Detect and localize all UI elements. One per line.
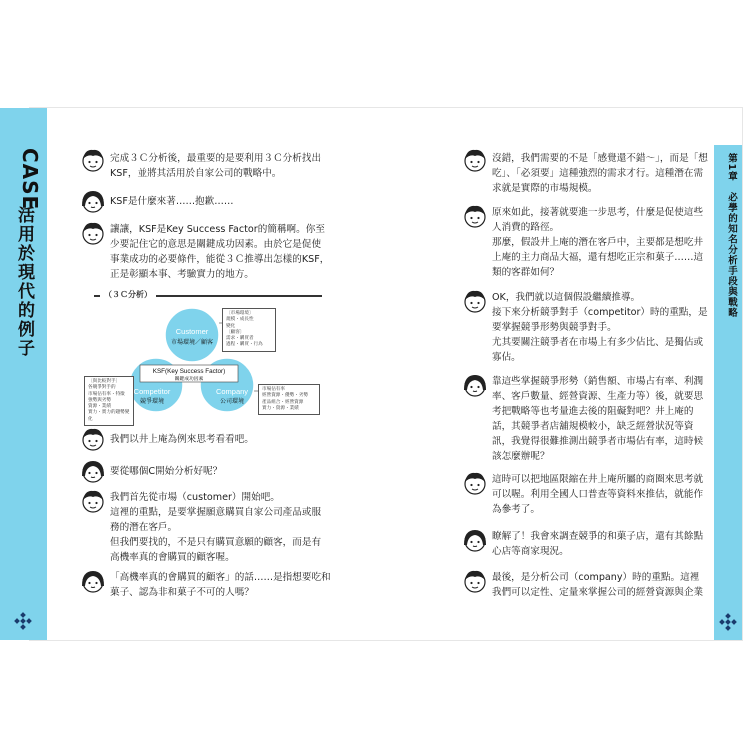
girl-avatar-icon	[80, 568, 106, 594]
dialogue-text: 沒錯，我們需要的不是「感覺還不錯～」，而是「想 吃」、「必須要」這種強烈的需求才行。這種潛在需 求就是實際的市場規模。	[492, 153, 708, 194]
boy-avatar-icon	[462, 147, 488, 173]
dialogue-text: 「高機率真的會購買的顧客」的話……是指想要吃和 菓子、認為非和菓子不可的人嗎？	[110, 572, 331, 598]
dialogue-text: 完成３Ｃ分析後，最重要的是要利用３Ｃ分析找出 KSF，並將其活用於自家公司的戰略中。	[110, 153, 322, 179]
boy-avatar-icon	[462, 203, 488, 229]
boy-avatar-icon	[462, 568, 488, 594]
customer-zh-label: 市場環境／顧客	[170, 339, 214, 346]
dialogue-text: 我們以井上庵為例來思考看看吧。	[110, 434, 254, 445]
dialogue-text: 要從哪個C開始分析好呢？	[110, 466, 223, 477]
diamond-deco-icon	[13, 612, 33, 632]
girl-avatar-icon	[462, 372, 488, 398]
boy-avatar-icon	[80, 488, 106, 514]
ksf-zh-label: 關鍵成功因素	[174, 377, 204, 382]
ksf-en-label: KSF(Key Success Factor)	[152, 368, 226, 375]
diamond-deco-icon	[718, 613, 738, 633]
dialogue-text: 我們首先從市場（customer）開始吧。 這裡的重點，是要掌握願意購買自家公司產品或服 務的潛在客戶。 但我們要找的，不是只有購買意願的顧客，而是有 高機率真的會購買的顧客喔。	[110, 492, 322, 563]
dialogue-text: 讓讓，KSF是Key Success Factor的簡稱啊。你至 少要記住它的意思是關鍵成功因素。由於它是促使 事業成功的必要條件，能從３Ｃ推導出怎樣的KSF， 正是彰顯本事、考驗實力的地方。	[110, 224, 330, 280]
right-edge-tab	[714, 145, 742, 640]
dialogue-text: OK，我們就以這個假設繼續推導。 接下來分析競爭對手（competitor）時的重點，是 要掌握競爭形勢與競爭對手。 尤其要關注競爭者在市場上有多少佔比、是獨佔或 寡佔。	[492, 292, 708, 363]
competitor-notes-box: 〔與比較對手〕 各競爭對手的 市場佔有率・特徵 強勢與劣勢 資源・業績 實力・實力的趨勢變化	[84, 376, 134, 426]
chapter-label: 第1章 必學的知名分析手段與戰略	[726, 153, 737, 319]
company-notes-box: 市場佔有率 經營資源・優勢・劣勢 產品組合・經營資源 實力・資源・業績	[258, 384, 320, 415]
girl-avatar-icon	[462, 527, 488, 553]
boy-avatar-icon	[80, 220, 106, 246]
boy-avatar-icon	[80, 147, 106, 173]
dialogue-text: 靠這些掌握競爭形勢（銷售額、市場占有率、利潤 率、客戶數量、經營資源、生產力等）後，就要思 考把戰略等也考量進去後的阻礙對吧？井上庵的 話，其競爭者店舖規模較小，缺乏經營狀況等資 訊，我覺得很難推測出競爭者市場佔有率，這時候 該怎麼辦呢？	[492, 376, 704, 462]
case-label: CASE	[18, 148, 42, 211]
left-edge-tab	[0, 108, 47, 640]
customer-notes-box: 〔市場環境〕 規模・成長性 變化 〔顧客〕 需求・購買者 過程・購買・行為	[222, 308, 276, 352]
boy-avatar-icon	[80, 426, 106, 452]
vertical-chapter-title: 活用於現代的例子	[14, 206, 34, 358]
girl-avatar-icon	[80, 458, 106, 484]
boy-avatar-icon	[462, 470, 488, 496]
company-zh-label: 公司環境	[219, 398, 245, 405]
competitor-zh-label: 競爭環境	[139, 398, 165, 405]
diagram-title: （３Ｃ分析）	[100, 289, 156, 300]
dialogue-text: 最後，是分析公司（company）時的重點。這裡 我們可以定性、定量來掌握公司的經營資源與企業	[492, 572, 704, 598]
competitor-en-label: Competitor	[133, 387, 171, 396]
dialogue-text: 瞭解了！我會來調查競爭的和菓子店，還有其餘點 心店等商家現況。	[492, 531, 704, 557]
dialogue-text: 這時可以把地區限縮在井上庵所屬的商圈來思考就 可以喔。利用全國人口普查等資料來推估，就能作 為參考了。	[492, 474, 704, 515]
dialogue-text: KSF是什麼來著……抱歉……	[110, 196, 234, 207]
girl-avatar-icon	[80, 188, 106, 214]
customer-en-label: Customer	[175, 327, 209, 336]
boy-avatar-icon	[462, 288, 488, 314]
company-en-label: Company	[215, 387, 249, 396]
dialogue-text: 原來如此，接著就要進一步思考，什麼是促使這些 人消費的路徑。 那麼，假設井上庵的潛在客戶中，主要都是想吃井 上庵的主力商品大福，還有想吃正宗和菓子……這 類的客群如何？	[492, 207, 704, 278]
